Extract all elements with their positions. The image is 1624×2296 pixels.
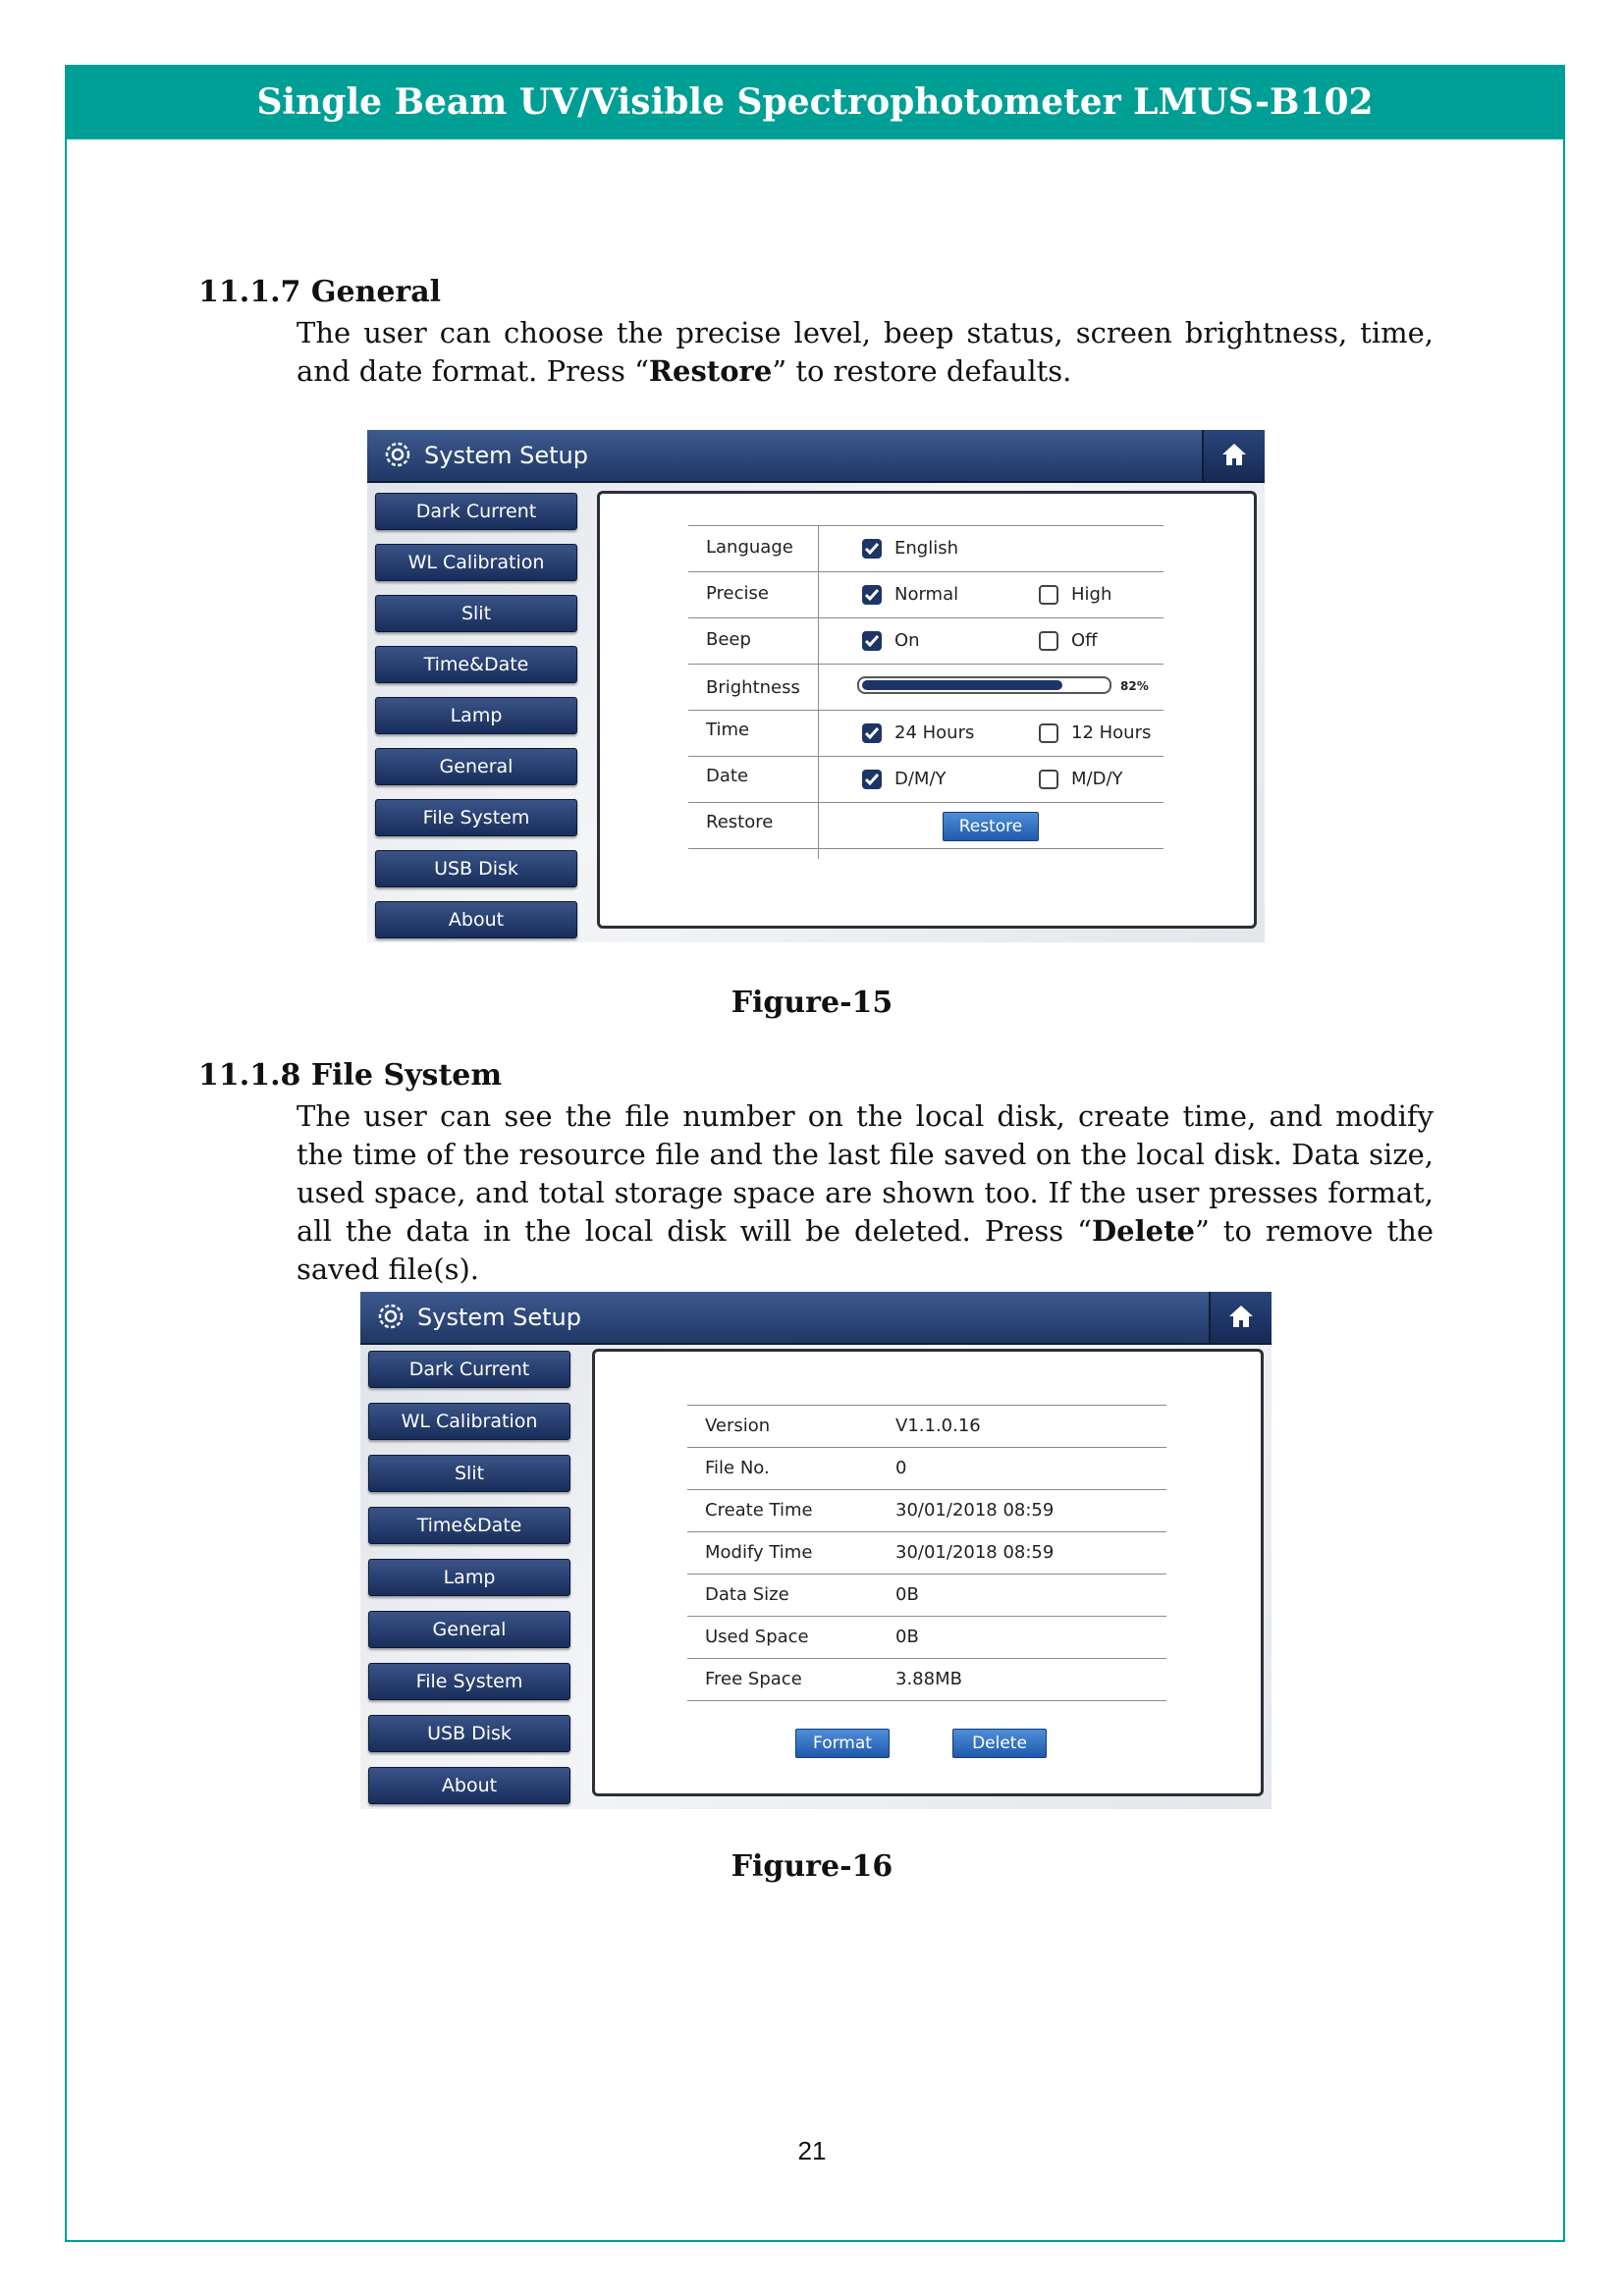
format-button[interactable]: Format xyxy=(795,1729,890,1758)
row-language: Language English xyxy=(688,525,1164,572)
home-icon xyxy=(1220,442,1248,467)
checkbox-12-hours[interactable] xyxy=(1039,723,1058,743)
brightness-fill xyxy=(862,680,1062,690)
menu-slit[interactable]: Slit xyxy=(368,1455,570,1492)
menu-file-system[interactable]: File System xyxy=(368,1663,570,1700)
checkbox-24-hours[interactable] xyxy=(862,723,882,743)
row-data-size: Data Size 0B xyxy=(687,1574,1166,1617)
row-file-no: File No. 0 xyxy=(687,1447,1166,1490)
home-button[interactable] xyxy=(1202,430,1265,481)
menu-about[interactable]: About xyxy=(375,901,577,938)
menu-file-system[interactable]: File System xyxy=(375,799,577,836)
section-heading-file-system: 11.1.8 File System xyxy=(198,1058,503,1093)
row-restore: Restore Restore xyxy=(688,802,1164,849)
menu-wl-calibration[interactable]: WL Calibration xyxy=(375,544,577,581)
figure-16-screenshot xyxy=(360,1292,1272,1809)
option-24-hours: 24 Hours xyxy=(894,722,975,743)
menu-slit[interactable]: Slit xyxy=(375,595,577,632)
checkbox-off[interactable] xyxy=(1039,631,1058,651)
section-text-general: The user can choose the precise level, beep status, screen brightness, time, and date format. Press “Restore” to restore defaults. xyxy=(297,316,1434,388)
checkbox-english[interactable] xyxy=(862,539,882,559)
option-normal: Normal xyxy=(894,584,959,605)
home-icon xyxy=(1227,1304,1255,1329)
menu-dark-current[interactable]: Dark Current xyxy=(375,493,577,530)
menu-general[interactable]: General xyxy=(368,1611,570,1648)
checkbox-mdy[interactable] xyxy=(1039,770,1058,789)
file-info-table xyxy=(687,1405,1166,1704)
menu-general[interactable]: General xyxy=(375,748,577,785)
row-precise: Precise Normal High xyxy=(688,571,1164,618)
menu-wl-calibration[interactable]: WL Calibration xyxy=(368,1403,570,1440)
row-modify-time: Modify Time 30/01/2018 08:59 xyxy=(687,1531,1166,1575)
menu-time-date[interactable]: Time&Date xyxy=(375,646,577,683)
menu-usb-disk[interactable]: USB Disk xyxy=(375,850,577,887)
delete-button[interactable]: Delete xyxy=(952,1729,1047,1758)
row-version: Version V1.1.0.16 xyxy=(687,1405,1166,1448)
menu-time-date[interactable]: Time&Date xyxy=(368,1507,570,1544)
menu-lamp[interactable]: Lamp xyxy=(368,1559,570,1596)
option-dmy: D/M/Y xyxy=(894,769,947,789)
row-date: Date D/M/Y M/D/Y xyxy=(688,756,1164,803)
row-used-space: Used Space 0B xyxy=(687,1616,1166,1659)
document-header: Single Beam UV/Visible Spectrophotometer LMUS-B102 xyxy=(65,65,1565,139)
checkbox-normal[interactable] xyxy=(862,585,882,605)
row-free-space: Free Space 3.88MB xyxy=(687,1658,1166,1701)
menu-lamp[interactable]: Lamp xyxy=(375,697,577,734)
row-time: Time 24 Hours 12 Hours xyxy=(688,710,1164,757)
figure-16-caption: Figure-16 xyxy=(731,1849,893,1884)
section-heading-general: 11.1.7 General xyxy=(198,275,442,309)
title-bar xyxy=(360,1292,1272,1345)
brightness-value: 82% xyxy=(1120,679,1149,693)
option-off: Off xyxy=(1071,630,1098,651)
menu-dark-current[interactable]: Dark Current xyxy=(368,1351,570,1388)
option-high: High xyxy=(1071,584,1112,605)
row-beep: Beep On Off xyxy=(688,617,1164,665)
option-mdy: M/D/Y xyxy=(1071,769,1123,789)
option-on: On xyxy=(894,630,920,651)
gear-icon xyxy=(383,440,412,469)
gear-icon xyxy=(376,1302,406,1331)
home-button[interactable] xyxy=(1209,1292,1272,1343)
checkbox-dmy[interactable] xyxy=(862,770,882,789)
menu-usb-disk[interactable]: USB Disk xyxy=(368,1715,570,1752)
page-number: 21 xyxy=(797,2136,827,2165)
restore-button[interactable]: Restore xyxy=(943,812,1039,841)
screen-title: System Setup xyxy=(417,1304,581,1331)
file-system-panel xyxy=(592,1349,1264,1796)
settings-panel xyxy=(597,491,1257,929)
settings-table xyxy=(688,525,1164,859)
row-create-time: Create Time 30/01/2018 08:59 xyxy=(687,1489,1166,1532)
menu-about[interactable]: About xyxy=(368,1767,570,1804)
section-text-file-system: The user can see the file number on the local disk, create time, and modify the time of the resource file and the last file saved on the local disk. Data size, used space, and total storage space are shown too. If the user presses format, all the data in the local disk will be deleted. Press “Delete” to remove the saved file(s). xyxy=(297,1099,1434,1286)
title-bar xyxy=(367,430,1265,483)
screen-title: System Setup xyxy=(424,442,588,469)
option-english: English xyxy=(894,538,958,559)
figure-15-screenshot xyxy=(367,430,1265,942)
brightness-slider[interactable] xyxy=(857,676,1111,694)
checkbox-on[interactable] xyxy=(862,631,882,651)
figure-15-caption: Figure-15 xyxy=(731,986,893,1020)
checkbox-high[interactable] xyxy=(1039,585,1058,605)
option-12-hours: 12 Hours xyxy=(1071,722,1152,743)
row-brightness: Brightness 82% xyxy=(688,664,1164,711)
